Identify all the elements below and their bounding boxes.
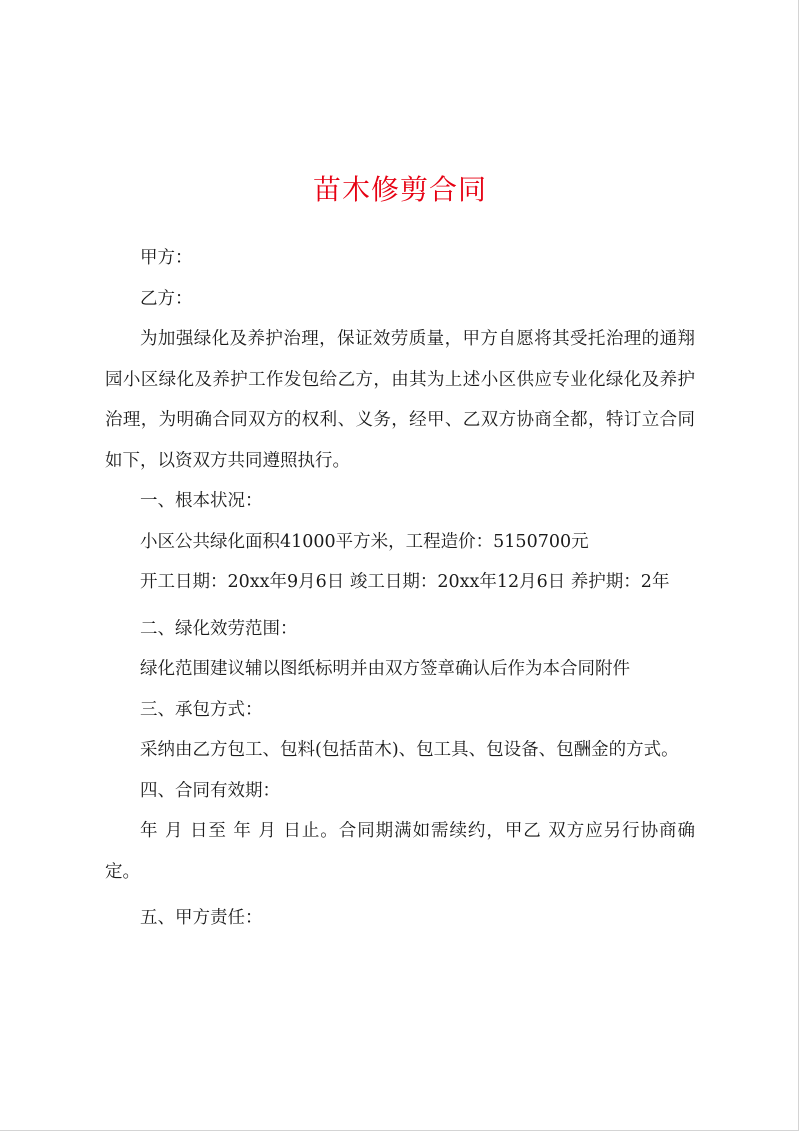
party-a-line: 甲方： (140, 248, 193, 268)
preamble-paragraph: 为加强绿化及养护治理，保证效劳质量，甲方自愿将其受托治理的通翔园小区绿化及养护工作发包给乙方，由其为上述小区供应专业化绿化及养护治理，为明确合同双方的权利、义务，经甲、乙双方协商全都，特订立合同如下，以资双方共同遵照执行。 (105, 329, 695, 471)
document-body (105, 238, 695, 939)
section-3-heading: 三、承包方式： (140, 699, 263, 720)
validity-line: 年 月 日至 年 月 日止。合同期满如需续约，甲乙 双方应另行协商确定。 (105, 821, 695, 882)
service-scope-line: 绿化范围建议辅以图纸标明并由双方签章确认后作为本合同附件 (140, 659, 630, 679)
section-2-heading: 二、绿化效劳范围： (140, 618, 298, 639)
section-5-heading: 五、甲方责任： (140, 908, 263, 928)
section-1-heading: 一、根本状况： (140, 491, 263, 511)
section-4-heading: 四、合同有效期： (140, 780, 280, 801)
document-title: 苗木修剪合同 (312, 173, 487, 206)
dates-line: 开工日期：20xx年9月6日 竣工日期：20xx年12月6日 养护期：2年 (140, 572, 670, 592)
green-area-line: 小区公共绿化面积41000平方米，工程造价：5150700元 (140, 531, 589, 552)
contract-method-line: 采纳由乙方包工、包料(包括苗木)、包工具、包设备、包酬金的方式。 (140, 740, 679, 760)
party-b-line: 乙方： (140, 288, 193, 309)
